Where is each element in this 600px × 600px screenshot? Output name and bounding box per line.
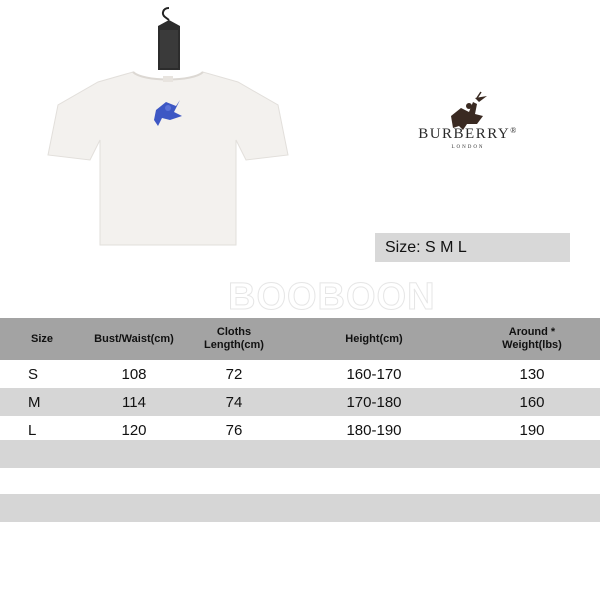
table-row	[0, 360, 600, 388]
cell-weight: 160	[519, 393, 545, 411]
empty-row-band	[0, 494, 600, 522]
empty-row-band	[0, 440, 600, 468]
size-chart-table	[0, 318, 600, 444]
header-weight: Around * Weight(lbs)	[502, 326, 562, 351]
size-options: S M L	[425, 239, 467, 256]
brand-name: BURBERRY®	[418, 126, 518, 142]
tshirt-image	[38, 60, 298, 250]
cell-height: 160-170	[346, 365, 402, 383]
header-cloths-length: Cloths Length(cm)	[204, 326, 264, 351]
cell-height: 170-180	[346, 393, 402, 411]
cell-height: 180-190	[346, 421, 402, 439]
size-label: Size:	[385, 239, 421, 256]
cell-size: M	[28, 393, 41, 411]
cell-bust-waist: 120	[121, 421, 147, 439]
registered-mark: ®	[510, 126, 518, 135]
header-bust-waist: Bust/Waist(cm)	[94, 332, 174, 345]
table-row	[0, 388, 600, 416]
header-size: Size	[30, 332, 53, 345]
cell-weight: 190	[519, 421, 545, 439]
cell-size: L	[28, 421, 37, 439]
header-height: Height(cm)	[345, 332, 403, 345]
size-banner	[375, 233, 570, 262]
brand-city: LONDON	[451, 145, 485, 150]
cell-length: 74	[225, 393, 243, 411]
cell-length: 76	[225, 421, 243, 439]
table-header-row	[0, 318, 600, 360]
cell-bust-waist: 114	[122, 393, 146, 411]
watermark: BOOBOON	[228, 276, 436, 318]
cell-weight: 130	[519, 365, 545, 383]
cell-size: S	[28, 365, 39, 383]
cell-bust-waist: 108	[121, 365, 147, 383]
product-image	[0, 0, 600, 270]
cell-length: 72	[225, 365, 243, 383]
